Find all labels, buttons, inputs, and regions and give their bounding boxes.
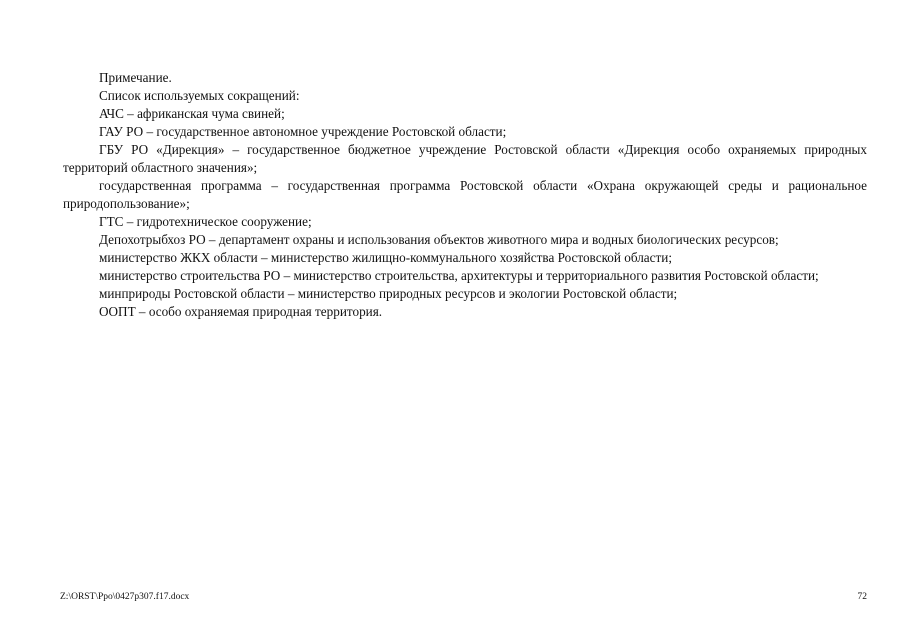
abbreviation-item: государственная программа – государственная программа Ростовской области «Охрана окружающей среды и рациональное природопользование»; (63, 178, 867, 211)
abbreviation-item: Депохотрыбхоз РО – департамент охраны и использования объектов животного мира и водных биологических ресурсов; (99, 232, 779, 247)
abbreviation-item: ГАУ РО – государственное автономное учреждение Ростовской области; (99, 124, 507, 139)
abbreviation-item: ГТС – гидротехническое сооружение; (99, 214, 312, 229)
abbreviation-item: ООПТ – особо охраняемая природная территория. (99, 304, 383, 319)
footer-file-path: Z:\ORST\Ppo\0427p307.f17.docx (60, 592, 190, 602)
abbreviation-item: министерство ЖКХ области – министерство жилищно-коммунального хозяйства Ростовской области; (99, 250, 672, 265)
abbreviation-item: ГБУ РО «Дирекция» – государственное бюджетное учреждение Ростовской области «Дирекция особо охраняемых природных территорий областного значения»; (63, 142, 867, 175)
note-heading: Примечание. (99, 70, 172, 85)
abbreviations-list-title: Список используемых сокращений: (99, 88, 300, 103)
footer-page-number: 72 (857, 592, 867, 602)
notes-section (63, 69, 867, 321)
abbreviation-item: министерство строительства РО – министерство строительства, архитектуры и территориального развития Ростовской области; (99, 268, 819, 283)
abbreviation-item: минприроды Ростовской области – министерство природных ресурсов и экологии Ростовской области; (99, 286, 678, 301)
abbreviation-item: АЧС – африканская чума свиней; (99, 106, 285, 121)
